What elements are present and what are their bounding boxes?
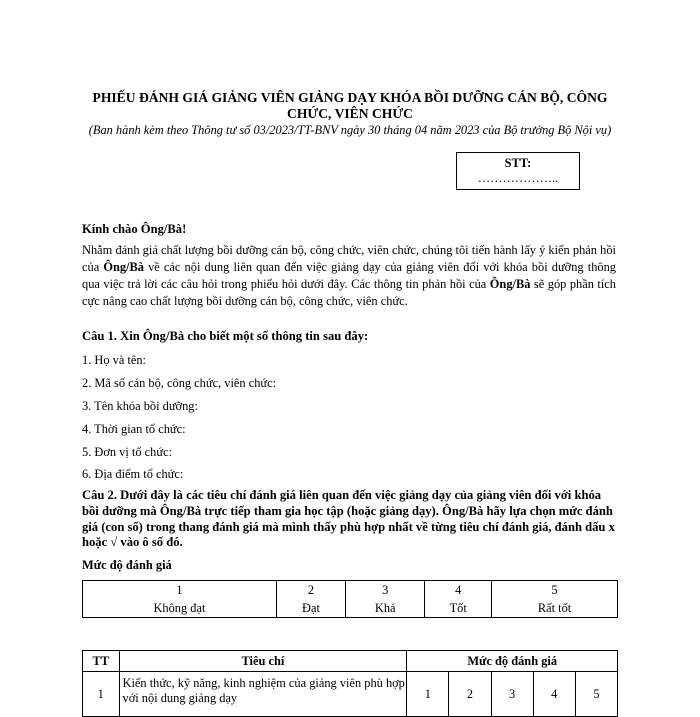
intro-bold-2: Ông/Bà — [489, 277, 531, 291]
level-cell-3[interactable]: 3 — [491, 672, 533, 717]
scale-label: Rất tốt — [492, 599, 618, 618]
scale-number: 3 — [346, 581, 425, 600]
scale-number: 1 — [83, 581, 277, 600]
info-item-course-name: 3. Tên khóa bồi dưỡng: — [82, 399, 198, 413]
header-level: Mức độ đánh giá — [407, 651, 618, 672]
stt-blank: ……………….. — [477, 171, 559, 185]
scale-title: Mức độ đánh giá — [82, 558, 172, 572]
stt-box — [456, 152, 580, 190]
form-subtitle: (Ban hành kèm theo Thông tư số 03/2023/TT-BNV ngày 30 tháng 04 năm 2023 của Bộ trưởng Bộ Nội vụ) — [88, 123, 612, 137]
scale-number: 5 — [492, 581, 618, 600]
level-cell-1[interactable]: 1 — [407, 672, 449, 717]
rating-scale-table — [82, 580, 618, 618]
intro-text-3: sẽ góp phần tích cực nâng cao chất lượng bồi dưỡng cán bộ, công chức, viên chức. — [82, 277, 616, 308]
criterion-text: Kiến thức, kỹ năng, kinh nghiệm của giảng viên phù hợp với nội dung giảng dạy — [119, 672, 407, 717]
stt-label: STT: — [504, 156, 532, 170]
intro-text-2: về các nội dung liên quan đến việc giảng dạy của giảng viên đối với khóa bồi dưỡng thông qua việc trả lời các câu hỏi trong phiếu hỏi dưới đây. Các thông tin phản hồi của — [82, 260, 616, 291]
header-tt: TT — [83, 651, 120, 672]
info-item-staff-code: 2. Mã số cán bộ, công chức, viên chức: — [82, 376, 277, 390]
criteria-table — [82, 650, 618, 717]
question-1-title: Câu 1. Xin Ông/Bà cho biết một số thông tin sau đây: — [82, 329, 369, 343]
scale-number: 4 — [425, 581, 492, 600]
question-2-title: Câu 2. Dưới đây là các tiêu chí đánh giá liên quan đến việc giảng dạy của giảng viên đối với khóa bồi dưỡng mà Ông/Bà trực tiếp tham gia học tập (hoặc giảng dạy). Ông/Bà hãy lựa chọn mức đánh giá (con số) trong thang đánh giá mà mình thấy phù hợp nhất về từng tiêu chí đánh giá, đánh dấu x hoặc √ vào ô số đó. — [82, 488, 615, 550]
intro-paragraph — [82, 242, 616, 310]
scale-label: Tốt — [425, 599, 492, 618]
scale-label: Khá — [346, 599, 425, 618]
table-row — [83, 672, 618, 717]
info-item-organizer: 5. Đơn vị tổ chức: — [82, 445, 173, 459]
intro-bold-1: Ông/Bà — [103, 260, 144, 274]
info-item-location: 6. Địa điểm tổ chức: — [82, 467, 184, 481]
level-cell-4[interactable]: 4 — [533, 672, 575, 717]
row-number: 1 — [83, 672, 120, 717]
level-cell-2[interactable]: 2 — [449, 672, 491, 717]
scale-number: 2 — [276, 581, 345, 600]
header-criterion: Tiêu chí — [119, 651, 407, 672]
info-item-name: 1. Họ và tên: — [82, 353, 147, 367]
greeting: Kính chào Ông/Bà! — [82, 222, 187, 236]
info-item-time: 4. Thời gian tổ chức: — [82, 422, 186, 436]
level-cell-5[interactable]: 5 — [575, 672, 617, 717]
intro-text-1: Nhằm đánh giá chất lượng bồi dưỡng cán bộ, công chức, viên chức, chúng tôi tiến hành lấy ý kiến phản hồi của — [82, 243, 616, 274]
form-title: PHIẾU ĐÁNH GIÁ GIẢNG VIÊN GIẢNG DẠY KHÓA BỒI DƯỠNG CÁN BỘ, CÔNG CHỨC, VIÊN CHỨC — [92, 90, 608, 121]
scale-label: Đạt — [276, 599, 345, 618]
scale-label: Không đạt — [83, 599, 277, 618]
